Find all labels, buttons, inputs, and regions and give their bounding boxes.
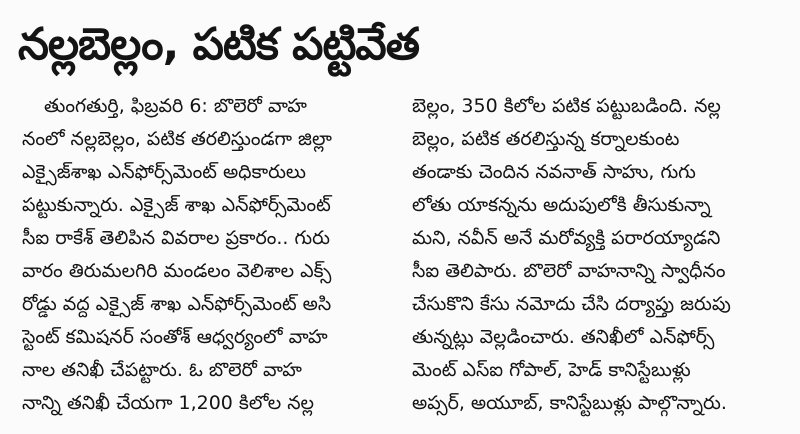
text-line: తండాకు చెందిన నవనాత్ సాహు, గుగు <box>412 161 696 183</box>
text-line: స్టెంట్ కమిషనర్ సంతోశ్ ఆధ్వర్యంలో వాహ <box>22 326 328 348</box>
text-line: సీఐ రాకేశ్ తెలిపిన వివరాల ప్రకారం.. గురు <box>22 227 330 249</box>
text-line: రోడ్డు వద్ద ఎక్సైజ్ శాఖ ఎన్‌ఫోర్స్‌మెంట్ అసి <box>22 293 332 315</box>
text-line: లోతు యాకన్నను అదుపులోకి తీసుకున్నా <box>412 194 711 216</box>
text-line: తుంగతుర్తి, ఫిబ్రవరి 6: బొలెరో వాహ <box>44 95 307 117</box>
text-line: బెల్లం, 350 కిలోల పటిక పట్టుబడింది. నల్ల <box>412 95 721 117</box>
text-line: బెల్లం, పటిక తరలిస్తున్న కర్నాలకుంట <box>412 128 680 150</box>
text-line: నంలో నల్లబెల్లం, పటిక తరలిస్తుండగా జిల్లా <box>22 128 332 150</box>
text-line: వారం తిరుమలగిరి మండలం వెలిశాల ఎక్స్ <box>22 260 332 282</box>
article-left-column <box>22 90 392 420</box>
text-line: నాన్ని తనిఖీ చేయగా 1,200 కిలోల నల్ల <box>22 392 315 414</box>
text-line: అప్సర్, అయూబ్, కానిస్టేబుళ్లు పాల్గొన్నారు. <box>412 392 727 414</box>
text-line: మని, నవీన్ అనే మరోవ్యక్తి పరారయ్యాడని <box>412 227 721 249</box>
text-line: మెంట్ ఎస్ఐ గోపాల్, హెడ్ కానిస్టేబుళ్లు <box>412 359 691 381</box>
text-line: చేసుకొని కేసు నమోదు చేసి దర్యాప్తు జరుపు <box>412 293 731 315</box>
text-line: తున్నట్లు వెల్లడించారు. తనిఖీలో ఎన్‌ఫోర్స్ <box>412 326 715 348</box>
text-line: సీఐ తెలిపారు. బొలెరో వాహనాన్ని స్వాధీనం <box>412 260 726 282</box>
headline: నల్లబెల్లం, పటిక పట్టివేత <box>18 19 419 70</box>
text-line: ఎక్సైజ్‌శాఖ ఎన్‌ఫోర్స్‌మెంట్ అధికారులు <box>22 161 306 183</box>
text-line: నాల తనిఖీ చేపట్టారు. ఓ బొలెరో వాహ <box>22 359 302 381</box>
text-line: పట్టుకున్నారు. ఎక్సైజ్ శాఖ ఎన్‌ఫోర్స్‌మెంట్ <box>22 194 331 216</box>
article-right-column <box>412 90 782 420</box>
